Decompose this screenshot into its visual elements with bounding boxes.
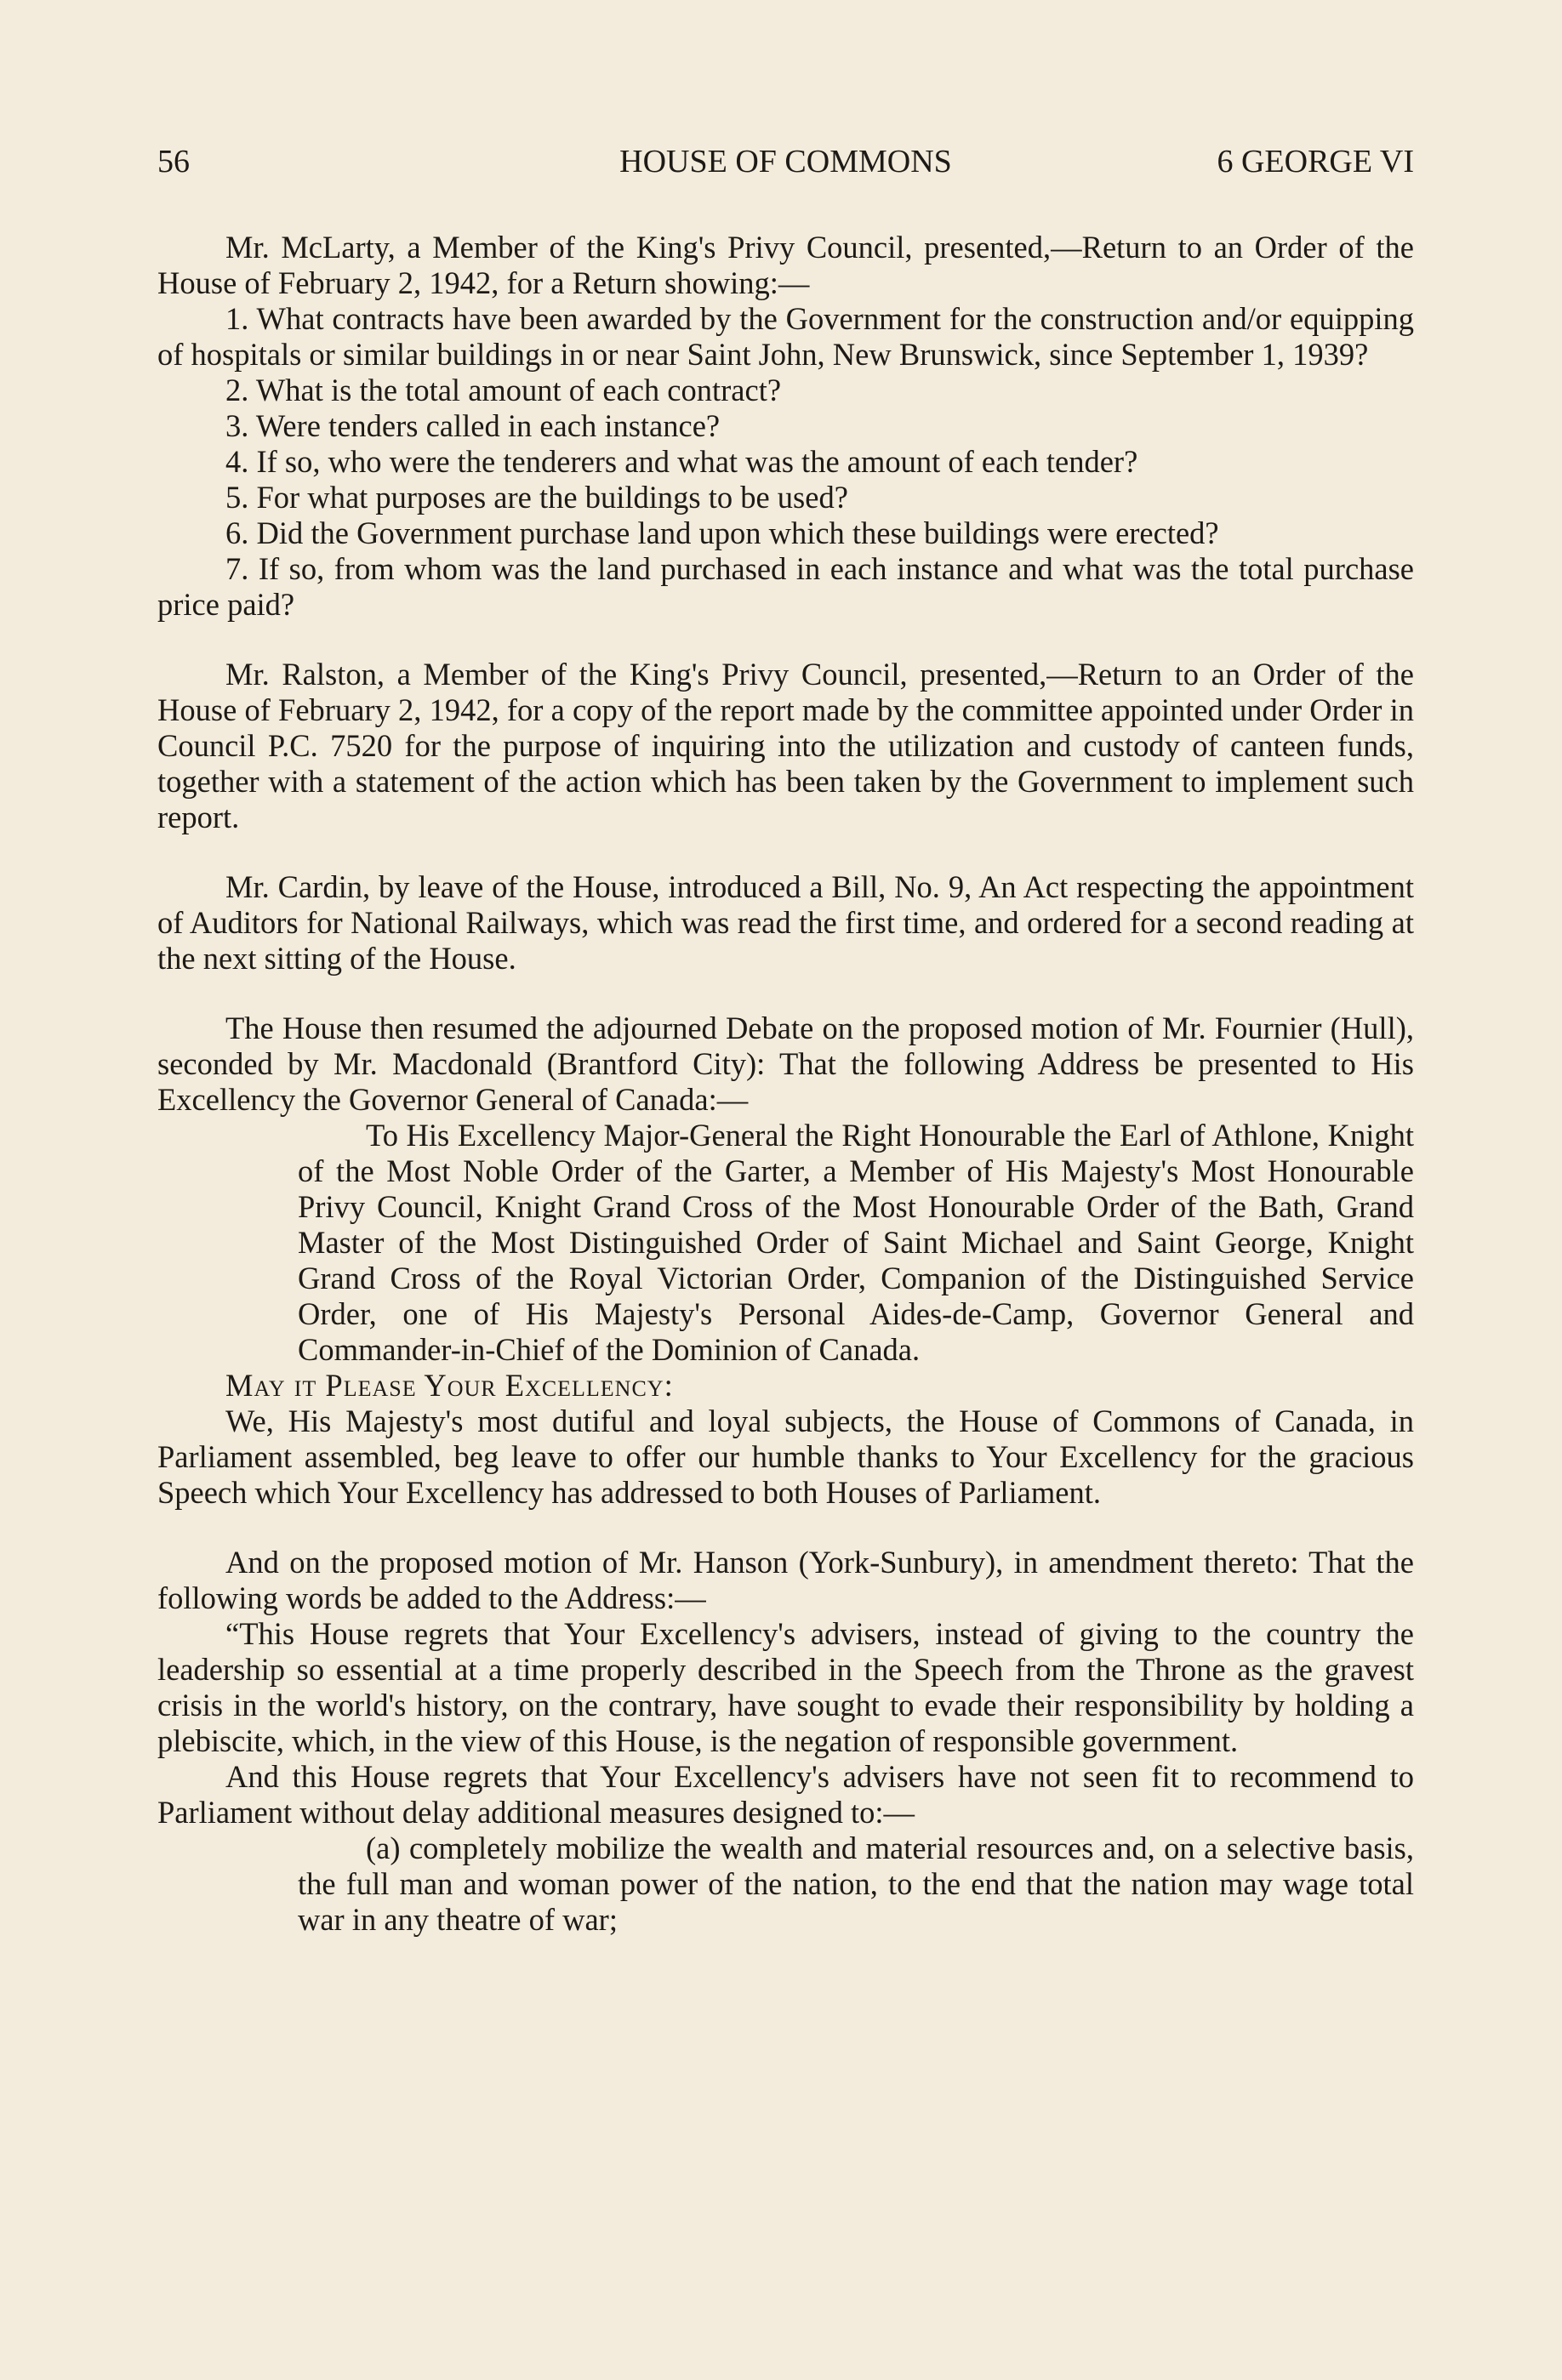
- ralston-return-paragraph: Mr. Ralston, a Member of the King's Privy Council, presented,—Return to an Order of the House of February 2, 1942, for a copy of the report made by the committee appointed under Order in Council P.C. 7520 for the purpose of inquiring into the utilization and custody of canteen funds, together with a statement of the action which has been taken by the Government to implement such report.: [157, 657, 1414, 834]
- question-item: 7. If so, from whom was the land purchased in each instance and what was the total purchase price paid?: [157, 551, 1414, 622]
- question-item: 2. What is the total amount of each contract?: [225, 373, 782, 407]
- amendment-item-a: (a) completely mobilize the wealth and material resources and, on a selective basis, the full man and woman power of the nation, to the end that the nation may wage total war in any theatre of war;: [298, 1831, 1414, 1937]
- address-recipient: To His Excellency Major-General the Right Honourable the Earl of Athlone, Knight of the Most Noble Order of the Garter, a Member of His Majesty's Most Honourable Privy Council, Knight Grand Cross of the Most Honourable Order of the Bath, Grand Master of the Most Distinguished Order of Saint Michael and Saint George, Knight Grand Cross of the Royal Victorian Order, Companion of the Distinguished Service Order, one of His Majesty's Personal Aides-de-Camp, Governor General and Commander-in-Chief of the Dominion of Canada.: [298, 1118, 1414, 1367]
- amendment-paragraph-2: And this House regrets that Your Excellency's advisers have not seen fit to recommend to Parliament without delay additional measures designed to:—: [157, 1759, 1414, 1830]
- mclarty-questions-list: [157, 301, 1414, 623]
- page-body: [157, 230, 1414, 1938]
- address-salutation: May it Please Your Excellency:: [225, 1368, 674, 1403]
- question-item: 6. Did the Government purchase land upon which these buildings were erected?: [225, 515, 1219, 550]
- question-item: 1. What contracts have been awarded by the Government for the construction and/or equipping of hospitals or similar buildings in or near Saint John, New Brunswick, since September 1, 1939?: [157, 301, 1414, 372]
- question-item: 3. Were tenders called in each instance?: [225, 408, 721, 443]
- regnal-year: 6 GEORGE VI: [1217, 144, 1414, 179]
- address-body: We, His Majesty's most dutiful and loyal subjects, the House of Commons of Canada, in Parliament assembled, beg leave to offer our humble thanks to Your Excellency for the gracious Speech which Your Excellency has addressed to both Houses of Parliament.: [157, 1404, 1414, 1510]
- journal-title: HOUSE OF COMMONS: [619, 144, 952, 179]
- amendment-paragraph-1: “This House regrets that Your Excellency's advisers, instead of giving to the country the leadership so essential at a time properly described in the Speech from the Throne as the gravest crisis in the world's history, on the contrary, have sought to evade their responsibility by holding a plebiscite, which, in the view of this House, is the negation of responsible government.: [157, 1616, 1414, 1758]
- debate-resumed-paragraph: The House then resumed the adjourned Debate on the proposed motion of Mr. Fournier (Hull), seconded by Mr. Macdonald (Brantford City): That the following Address be presented to His Excellency the Governor General of Canada:—: [157, 1011, 1414, 1117]
- page-number: 56: [157, 144, 190, 179]
- question-item: 4. If so, who were the tenderers and what was the amount of each tender?: [225, 444, 1138, 479]
- cardin-bill-paragraph: Mr. Cardin, by leave of the House, introduced a Bill, No. 9, An Act respecting the appointment of Auditors for National Railways, which was read the first time, and ordered for a second reading at the next sitting of the House.: [157, 869, 1414, 976]
- hanson-amendment-intro: And on the proposed motion of Mr. Hanson (York-Sunbury), in amendment thereto: That the following words be added to the Address:—: [157, 1545, 1414, 1615]
- question-item: 5. For what purposes are the buildings to be used?: [225, 480, 848, 515]
- running-header: [157, 143, 1414, 185]
- mclarty-return-intro: Mr. McLarty, a Member of the King's Privy Council, presented,—Return to an Order of the House of February 2, 1942, for a Return showing:—: [157, 230, 1414, 300]
